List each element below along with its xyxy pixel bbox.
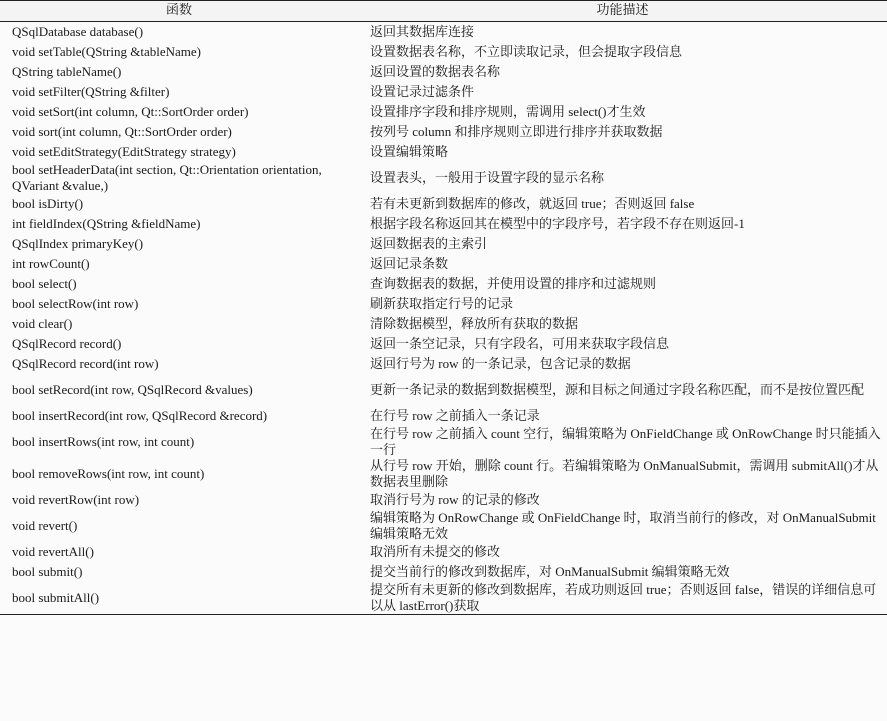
table-row <box>0 542 887 562</box>
table-row <box>0 214 887 234</box>
function-signature: QSqlRecord record(int row) <box>12 356 159 371</box>
function-signature: QSqlRecord record() <box>12 336 122 351</box>
function-description: 设置记录过滤条件 <box>370 84 475 99</box>
function-description: 返回设置的数据表名称 <box>370 64 501 79</box>
function-signature: bool selectRow(int row) <box>12 296 139 311</box>
function-signature: QString tableName() <box>12 64 122 79</box>
function-signature: bool setHeaderData(int section, Qt::Orientation orientation, QVariant &value,) <box>12 162 322 193</box>
function-description: 取消行号为 row 的记录的修改 <box>370 492 540 507</box>
function-description: 返回行号为 row 的一条记录，包含记录的数据 <box>370 356 631 371</box>
function-description: 提交所有未更新的修改到数据库，若成功则返回 true；否则返回 false，错误的详细信息可以从 lastError()获取 <box>358 582 887 615</box>
table-row <box>0 122 887 142</box>
function-signature: bool setRecord(int row, QSqlRecord &values) <box>12 382 253 397</box>
function-description: 根据字段名称返回其在模型中的字段序号，若字段不存在则返回-1 <box>370 216 745 231</box>
table-row <box>0 162 887 194</box>
function-signature: bool removeRows(int row, int count) <box>12 466 205 481</box>
function-signature: bool submit() <box>12 564 83 579</box>
table-row <box>0 334 887 354</box>
function-signature: QSqlDatabase database() <box>12 24 144 39</box>
table-row <box>0 354 887 374</box>
function-signature: void revertAll() <box>12 544 94 559</box>
function-description: 返回记录条数 <box>370 256 449 271</box>
function-signature: bool isDirty() <box>12 196 84 211</box>
table-row <box>0 406 887 426</box>
function-signature: void sort(int column, Qt::SortOrder order) <box>12 124 232 139</box>
table-row <box>0 254 887 274</box>
table-row <box>0 458 887 490</box>
function-description: 清除数据模型，释放所有获取的数据 <box>370 316 579 331</box>
function-description: 查询数据表的数据，并使用设置的排序和过滤规则 <box>370 276 657 291</box>
function-signature: int fieldIndex(QString &fieldName) <box>12 216 201 231</box>
function-signature: void revert() <box>12 518 78 533</box>
table-row <box>0 374 887 406</box>
function-description: 设置表头，一般用于设置字段的显示名称 <box>370 170 605 185</box>
table-row <box>0 490 887 510</box>
function-signature: bool insertRecord(int row, QSqlRecord &record) <box>12 408 268 423</box>
table-row <box>0 22 887 43</box>
table-row <box>0 510 887 542</box>
header-description: 功能描述 <box>358 1 887 22</box>
function-description: 更新一条记录的数据到数据模型，源和目标之间通过字段名称匹配，而不是按位置匹配 <box>370 382 865 397</box>
function-signature: void clear() <box>12 316 73 331</box>
function-signature: void setFilter(QString &filter) <box>12 84 170 99</box>
function-description: 取消所有未提交的修改 <box>370 544 501 559</box>
table-row <box>0 102 887 122</box>
table-row <box>0 294 887 314</box>
function-signature: void setSort(int column, Qt::SortOrder order) <box>12 104 249 119</box>
function-signature: QSqlIndex primaryKey() <box>12 236 144 251</box>
function-description: 刷新获取指定行号的记录 <box>370 296 514 311</box>
function-description: 返回其数据库连接 <box>370 24 475 39</box>
table-row <box>0 234 887 254</box>
function-description: 从行号 row 开始，删除 count 行。若编辑策略为 OnManualSubmit，需调用 submitAll()才从数据表里删除 <box>370 458 879 489</box>
table-row <box>0 142 887 162</box>
table-row <box>0 42 887 62</box>
table-row <box>0 426 887 458</box>
table-row <box>0 314 887 334</box>
table-row <box>0 62 887 82</box>
function-signature: bool insertRows(int row, int count) <box>12 434 195 449</box>
table-row <box>0 82 887 102</box>
function-description: 返回一条空记录，只有字段名，可用来获取字段信息 <box>370 336 670 351</box>
function-signature: void setTable(QString &tableName) <box>12 44 201 59</box>
function-signature: void setEditStrategy(EditStrategy strategy) <box>12 144 236 159</box>
function-description: 若有未更新到数据库的修改，就返回 true；否则返回 false <box>370 196 695 211</box>
function-signature: void revertRow(int row) <box>12 492 140 507</box>
function-description: 在行号 row 之前插入 count 空行，编辑策略为 OnFieldChange 或 OnRowChange 时只能插入一行 <box>370 426 881 457</box>
header-function: 函数 <box>0 1 358 22</box>
table-row <box>0 194 887 214</box>
function-signature: bool submitAll() <box>0 582 358 615</box>
table-row <box>0 562 887 582</box>
function-signature: bool select() <box>12 276 77 291</box>
table-row <box>0 582 887 615</box>
function-description: 在行号 row 之前插入一条记录 <box>370 408 540 423</box>
function-description: 编辑策略为 OnRowChange 或 OnFieldChange 时，取消当前行的修改，对 OnManualSubmit 编辑策略无效 <box>370 510 876 541</box>
function-description: 按列号 column 和排序规则立即进行排序并获取数据 <box>370 124 663 139</box>
function-description: 设置数据表名称，不立即读取记录，但会提取字段信息 <box>370 44 683 59</box>
function-description: 提交当前行的修改到数据库，对 OnManualSubmit 编辑策略无效 <box>370 564 730 579</box>
function-description: 返回数据表的主索引 <box>370 236 488 251</box>
function-description: 设置排序字段和排序规则，需调用 select()才生效 <box>370 104 646 119</box>
function-signature: int rowCount() <box>12 256 90 271</box>
function-description: 设置编辑策略 <box>370 144 449 159</box>
table-header-row <box>0 1 887 22</box>
table-row <box>0 274 887 294</box>
